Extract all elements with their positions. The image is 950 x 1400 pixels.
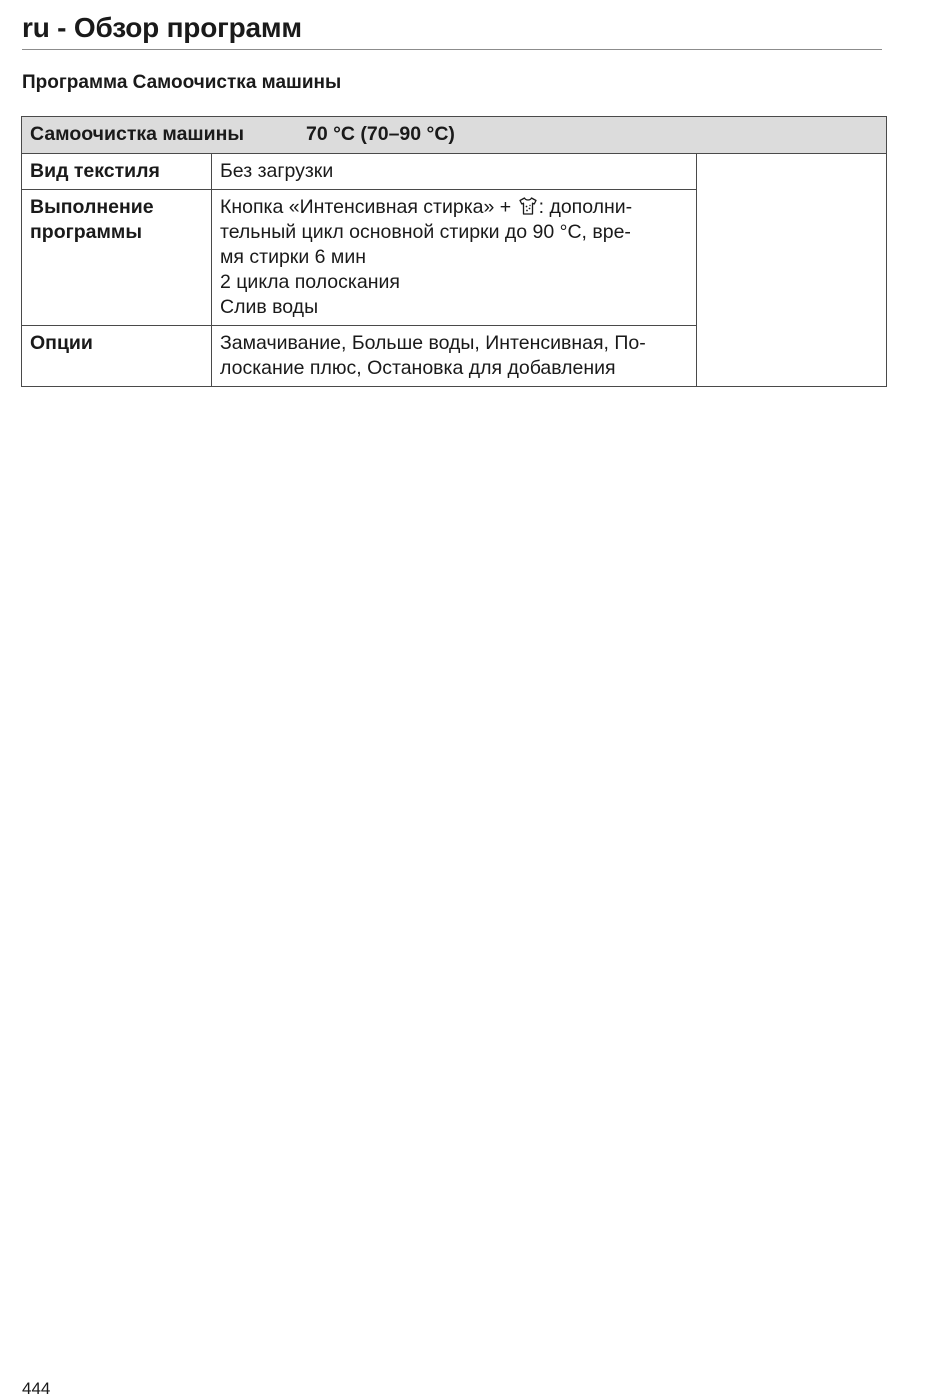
value-text: : дополни- (538, 196, 633, 218)
value-line: мя стирки 6 мин (220, 246, 366, 268)
value-line: Слив воды (220, 296, 319, 318)
page-number: 444 (22, 1379, 51, 1398)
row-label-execution: Выполнение программы (22, 190, 212, 326)
value-line: лоскание плюс, Остановка для добавления (220, 357, 616, 379)
value-line: Замачивание, Больше воды, Интенсивная, По- (220, 332, 646, 354)
page-header (22, 10, 882, 50)
section-title: Программа Самоочистка машины (22, 72, 342, 93)
value-text: Кнопка «Интенсивная стирка» + (220, 196, 517, 218)
value-line: 2 цикла полоскания (220, 271, 400, 293)
row-value-textile (212, 154, 697, 190)
program-name: Самоочистка машины (30, 123, 245, 145)
shirt-icon (518, 196, 538, 216)
program-temperature: 70 °C (70–90 °C) (306, 123, 455, 145)
program-table (21, 116, 887, 387)
table-row (22, 154, 887, 190)
value-line-with-icon (220, 195, 688, 220)
row-label-options: Опции (22, 326, 212, 387)
table-header-cell (22, 117, 887, 154)
blank-column (697, 154, 887, 387)
row-label-textile: Вид текстиля (22, 154, 212, 190)
value-line: тельный цикл основной стирки до 90 °C, вре- (220, 221, 631, 243)
value-line: Без загрузки (220, 160, 334, 182)
table-header-row (22, 117, 887, 154)
row-value-execution (212, 190, 697, 326)
page-title: ru - Обзор программ (22, 12, 302, 43)
row-value-options (212, 326, 697, 387)
